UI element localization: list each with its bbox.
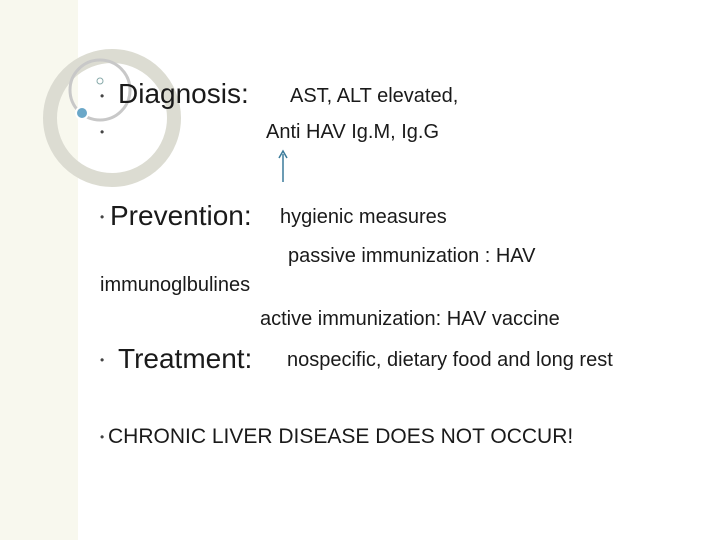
diagnosis-line-2: Anti HAV Ig.M, Ig.G: [266, 121, 440, 143]
up-arrow-icon: [276, 148, 290, 184]
chronic-text: CHRONIC LIVER DISEASE DOES NOT OCCUR!: [108, 425, 574, 448]
diagnosis-bullet: •: [100, 89, 105, 103]
diagnosis-heading: Diagnosis:: [118, 78, 249, 109]
prevention-line-2-cont: immunoglbulines: [100, 274, 251, 296]
treatment-bullet: •: [100, 353, 105, 367]
chronic-bullet: •: [100, 430, 105, 444]
diagnosis-line-1: AST, ALT elevated,: [290, 85, 459, 107]
tiny-ring: [97, 78, 103, 84]
prevention-line-2: passive immunization : HAV: [288, 245, 536, 267]
diagnosis-bullet-2: •: [100, 125, 105, 139]
blue-dot: [76, 107, 88, 119]
prevention-line-1: hygienic measures: [280, 206, 447, 228]
prevention-bullet: •: [100, 210, 105, 224]
treatment-heading: Treatment:: [118, 343, 253, 374]
treatment-text: nospecific, dietary food and long rest: [287, 349, 613, 371]
prevention-heading: Prevention:: [110, 200, 252, 231]
prevention-line-3: active immunization: HAV vaccine: [260, 308, 560, 330]
